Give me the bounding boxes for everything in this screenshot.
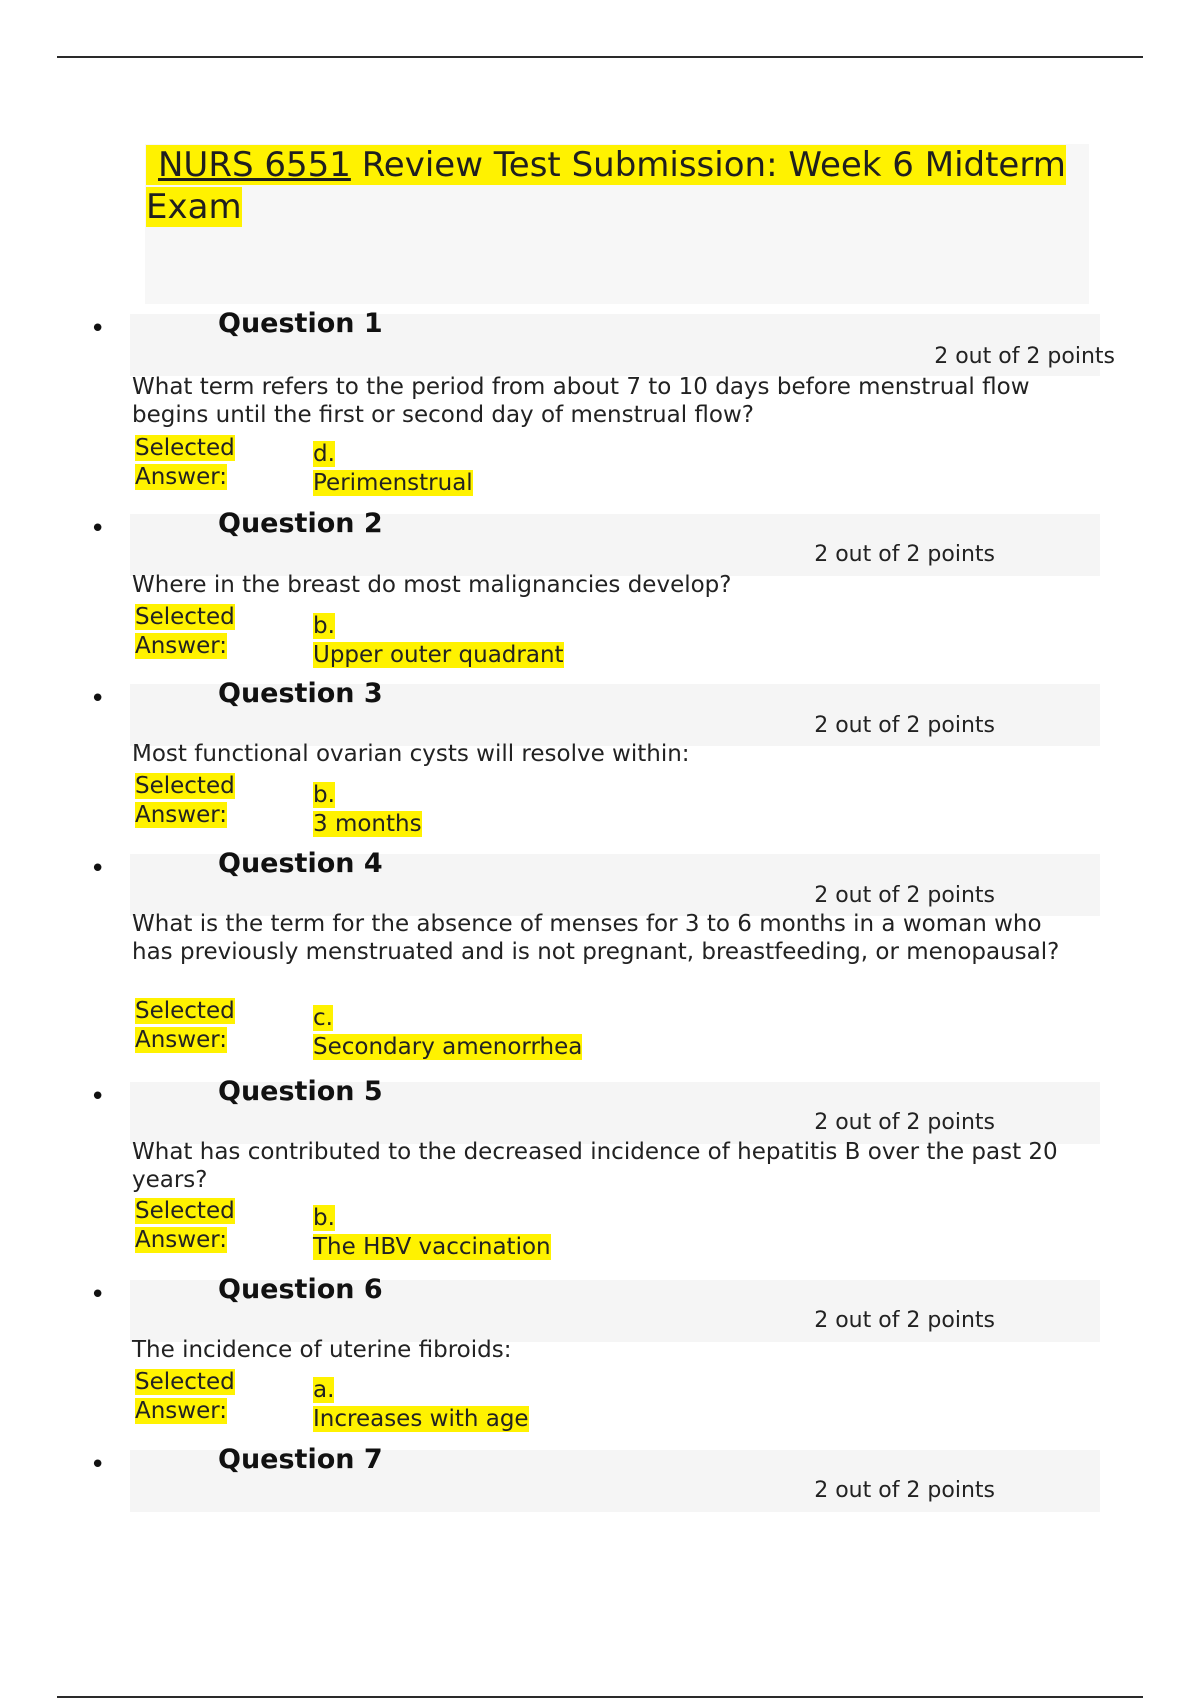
answer-text: Perimenstrual	[313, 470, 473, 496]
selected-answer-label: Selected Answer:	[135, 604, 235, 659]
answer-text: Increases with age	[313, 1406, 529, 1432]
question-points: 2 out of 2 points	[934, 344, 1115, 369]
bullet-icon: •	[90, 854, 106, 884]
bullet-icon: •	[90, 1450, 106, 1480]
selected-answer-label: Selected Answer:	[135, 1198, 235, 1253]
question-label: Question 1	[218, 308, 383, 339]
answer-letter: a.	[313, 1377, 335, 1403]
question-points: 2 out of 2 points	[814, 883, 995, 908]
question-6	[90, 1272, 1100, 1440]
bullet-icon: •	[90, 314, 106, 344]
selected-answer-label: Selected Answer:	[135, 773, 235, 828]
answer-text: The HBV vaccination	[313, 1234, 551, 1260]
question-points: 2 out of 2 points	[814, 1308, 995, 1333]
answer-letter: d.	[313, 441, 335, 467]
bottom-rule	[57, 1696, 1143, 1698]
answer-letter: b.	[313, 1205, 335, 1231]
answer-text: 3 months	[313, 811, 422, 837]
bullet-icon: •	[90, 684, 106, 714]
answer-letter: b.	[313, 782, 335, 808]
question-5	[90, 1074, 1100, 1270]
question-label: Question 3	[218, 678, 383, 709]
selected-answer	[313, 781, 422, 839]
question-4	[90, 846, 1100, 1068]
question-points: 2 out of 2 points	[814, 542, 995, 567]
selected-answer-label: Selected Answer:	[135, 435, 235, 490]
question-text: Where in the breast do most malignancies develop?	[132, 572, 732, 598]
question-label: Question 4	[218, 848, 383, 879]
bullet-icon: •	[90, 1280, 106, 1310]
answer-text: Upper outer quadrant	[313, 642, 564, 668]
selected-answer	[313, 1004, 582, 1062]
selected-answer-label: Selected Answer:	[135, 998, 235, 1053]
question-label: Question 7	[218, 1444, 383, 1475]
selected-answer-label: Selected Answer:	[135, 1369, 235, 1424]
question-text: What term refers to the period from about 7 to 10 days before menstrual flow begins until the first or second day of menstrual flow?	[132, 374, 1030, 428]
top-rule	[57, 56, 1143, 58]
answer-text: Secondary amenorrhea	[313, 1034, 583, 1060]
question-3	[90, 676, 1100, 844]
question-label: Question 2	[218, 508, 383, 539]
selected-answer	[313, 1204, 551, 1262]
question-points: 2 out of 2 points	[814, 1478, 995, 1503]
answer-letter: b.	[313, 613, 335, 639]
selected-answer	[313, 440, 473, 498]
selected-answer	[313, 1376, 529, 1434]
page-title	[146, 144, 1066, 228]
question-points: 2 out of 2 points	[814, 1110, 995, 1135]
question-1	[90, 306, 1115, 501]
bullet-icon: •	[90, 1082, 106, 1112]
question-2	[90, 506, 1100, 674]
course-code: NURS 6551	[146, 145, 351, 185]
question-7	[90, 1442, 1100, 1512]
question-text: What has contributed to the decreased incidence of hepatitis B over the past 20 years?	[132, 1139, 1058, 1193]
question-label: Question 5	[218, 1076, 383, 1107]
question-label: Question 6	[218, 1274, 383, 1305]
bullet-icon: •	[90, 514, 106, 544]
question-text: What is the term for the absence of menses for 3 to 6 months in a woman who has previously menstruated and is not pregnant, breastfeeding, or menopausal?	[132, 911, 1060, 965]
title-text: Review Test Submission: Week 6 Midterm Exam	[146, 145, 1066, 227]
selected-answer	[313, 612, 564, 670]
question-points: 2 out of 2 points	[814, 713, 995, 738]
question-text: Most functional ovarian cysts will resolve within:	[132, 741, 690, 767]
answer-letter: c.	[313, 1005, 333, 1031]
question-text: The incidence of uterine fibroids:	[132, 1337, 512, 1363]
